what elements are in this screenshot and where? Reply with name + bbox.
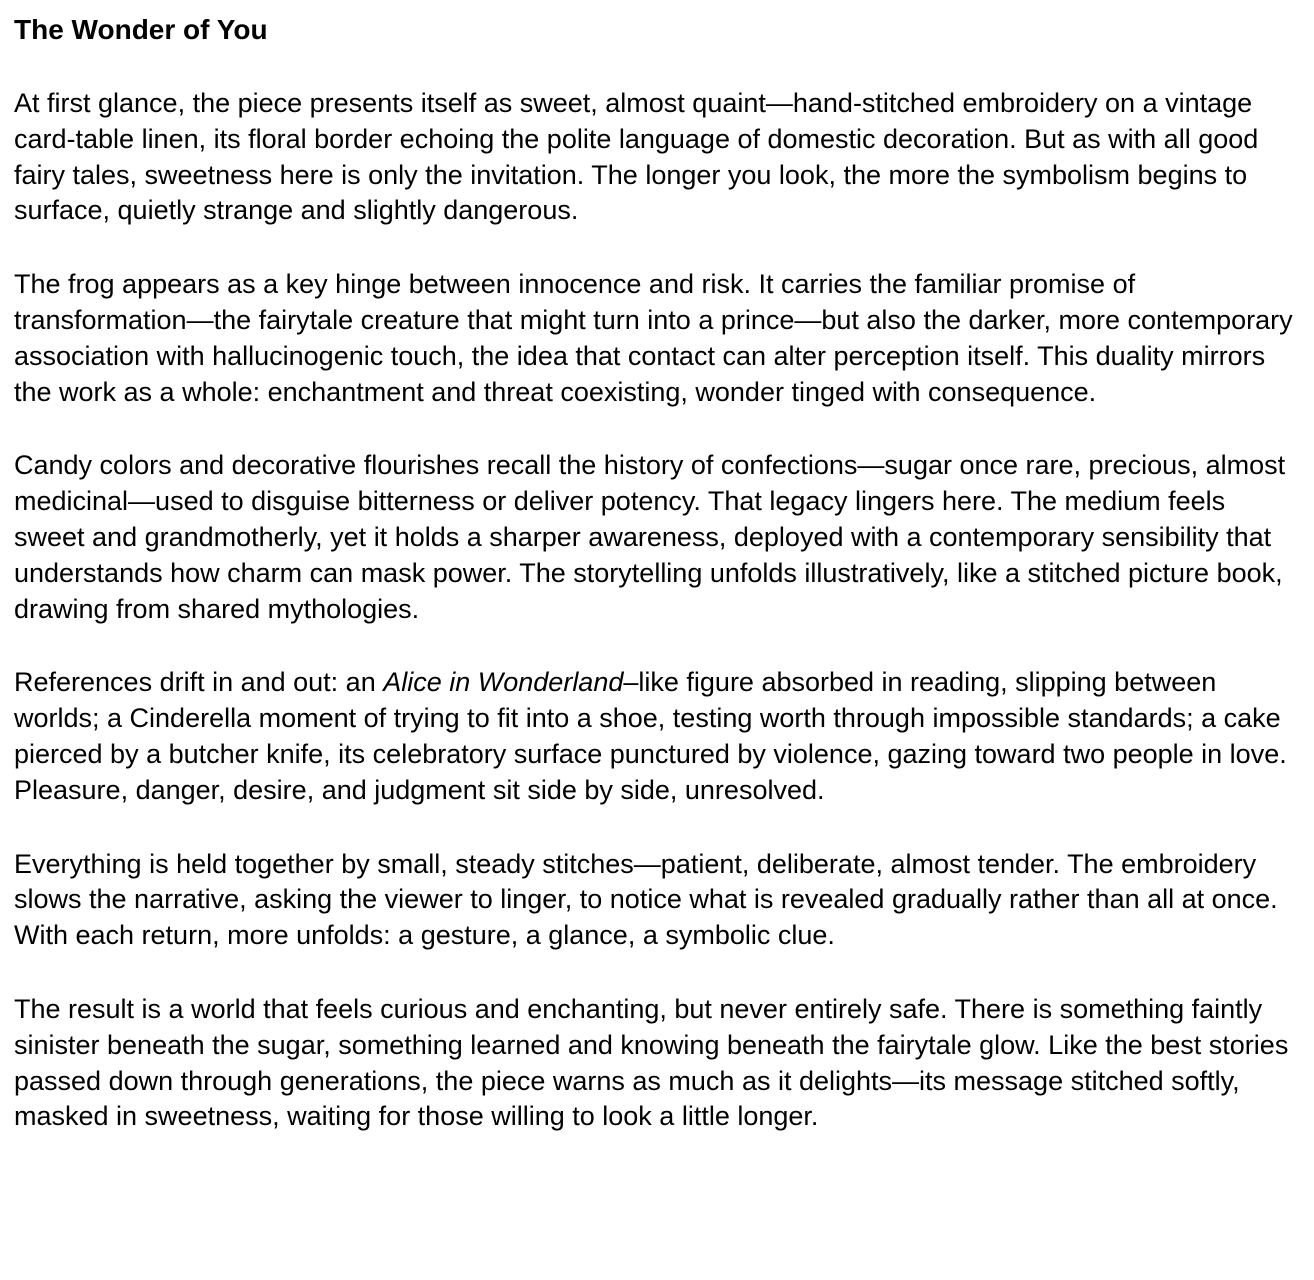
paragraph-3: Candy colors and decorative flourishes recall the history of confections—sugar once rare, precious, almost medicinal—used to disguise bitterness or deliver potency. That legacy lingers here. The medium feels sweet and grandmotherly, yet it holds a sharper awareness, deployed with a contemporary sensibility that understands how charm can mask power. The storytelling unfolds illustratively, like a stitched picture book, drawing from shared mythologies. — [14, 450, 1286, 624]
paragraph-2: The frog appears as a key hinge between innocence and risk. It carries the familiar promise of transformation—the fairytale creature that might turn into a prince—but also the darker, more contemporary association with hallucinogenic touch, the idea that contact can alter perception itself. This duality mirrors the work as a whole: enchantment and threat coexisting, wonder tinged with consequence. — [14, 269, 1293, 407]
paragraph-1: At first glance, the piece presents itself as sweet, almost quaint—hand-stitched embroidery on a vintage card-table linen, its floral border echoing the polite language of domestic decoration. But as with all good fairy tales, sweetness here is only the invitation. The longer you look, the more the symbolism begins to surface, quietly strange and slightly dangerous. — [14, 88, 1259, 226]
paragraph-4 — [14, 665, 1300, 808]
paragraph-4-rest: –like figure absorbed in reading, slipping between worlds; a Cinderella moment of trying to fit into a shoe, testing worth through impossible standards; a cake pierced by a butcher knife, its celebratory surface punctured by violence, gazing toward two people in love. Pleasure, danger, desire, and judgment sit side by side, unresolved. — [14, 667, 1287, 805]
paragraph-5: Everything is held together by small, steady stitches—patient, deliberate, almost tender. The embroidery slows the narrative, asking the viewer to linger, to notice what is revealed gradually rather than all at once. With each return, more unfolds: a gesture, a glance, a symbolic clue. — [14, 848, 1278, 951]
paragraph-6: The result is a world that feels curious and enchanting, but never entirely safe. There is something faintly sinister beneath the sugar, something learned and knowing beneath the fairytale glow. Like the best stories passed down through generations, the piece warns as much as it delights—its message stitched softly, masked in sweetness, waiting for those willing to look a little longer. — [14, 993, 1289, 1132]
paragraph-4-italic-title: Alice in Wonderland — [383, 667, 624, 698]
paragraph-4-intro: References drift in and out: an — [14, 667, 384, 698]
article-title: The Wonder of You — [14, 14, 268, 45]
